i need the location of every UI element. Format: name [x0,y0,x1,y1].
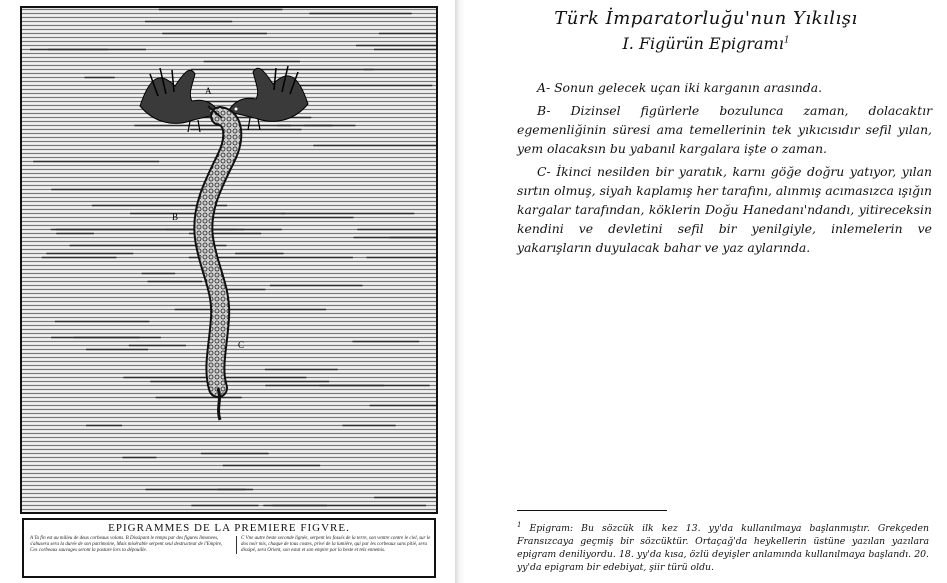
footnote-ref: 1 [783,35,790,46]
engraving-caption-title: EPIGRAMMES DE LA PREMIERE FIGVRE. [108,522,350,534]
book-gutter [455,0,465,583]
epigram-paragraph-b: B- Dizinsel figürlerle bozulunca zaman, dolacaktır egemenliğinin süresi ama temellerinin tek yıkıcısıdır sefil yılan, yem olacaksın bu yabanıl kargalara işte o zaman. [517,103,932,156]
engraving-caption-box [22,518,436,578]
right-page [465,0,947,583]
plate-label-c: C [238,340,245,350]
epigram-text [517,78,932,261]
engraving-caption-right: C Vne autre beste seconde lignée, serpent les fossés de la terre, son ventre contre le ciel, sur le dos noir mis, chaque de tous costes, privé de la lumière, qui par les corbeaux sans pitié, sera dissipé, sera Orient, son estat et son empire par la beste et tels ennemis. [236,536,437,554]
engraving-caption-left: A Ta fin est au milieu de deux corbeaux volans. B Dissipant le temps par des figures limonees, s'abusera sera la durée de son patrimoine, Mais misérable serpent seul destructeur de l'Empire, Ces corbeaux sauvages seront la pasture lors ta dépouille. [30,536,223,553]
footnote [517,519,929,574]
subtitle-text: I. Figürün Epigramı [622,34,784,53]
section-subtitle [465,34,947,53]
plate-label-b: B [172,212,179,222]
engraving-illustration [22,8,436,512]
hatched-sky [22,8,436,512]
footnote-text: Epigram: Bu sözcük ilk kez 13. yy'da kullanılmaya başlanmıştır. Grekçeden Fransızcaya geçmiş bir sözcüktür. Ortaçağ'da heykellerin üstüne yazılan yazılara epigram deniliyordu. 18. yy'da kısa, özlü deyişler anlamında kullanılmaya başlandı. 20. yy'da epigram bir edebiyat, şiir türü oldu. [517,523,929,574]
footnote-marker: 1 [517,521,522,529]
left-page [0,0,455,583]
engraving-plate [20,6,438,514]
chapter-title: Türk İmparatorluğu'nun Yıkılışı [554,8,858,29]
plate-label-a: A [205,86,212,96]
epigram-paragraph-c: C- İkinci nesilden bir yaratık, karnı göğe doğru yatıyor, yılan sırtın olmuş, siyah kaplamış her tarafını, alınmış acımasızca ışığın kargalar tarafından, köklerin Doğu Hanedanı'ndandı, yitireceksin kendini ve devletini sefil bir yenilgiyle, inlemelerin ve yakarışların duyulacak bahar ve yaz aylarında. [517,164,932,255]
epigram-paragraph-a: A- Sonun gelecek uçan iki karganın arasında. [537,80,823,95]
serpent-tail [218,388,220,420]
footnote-rule [517,510,667,511]
